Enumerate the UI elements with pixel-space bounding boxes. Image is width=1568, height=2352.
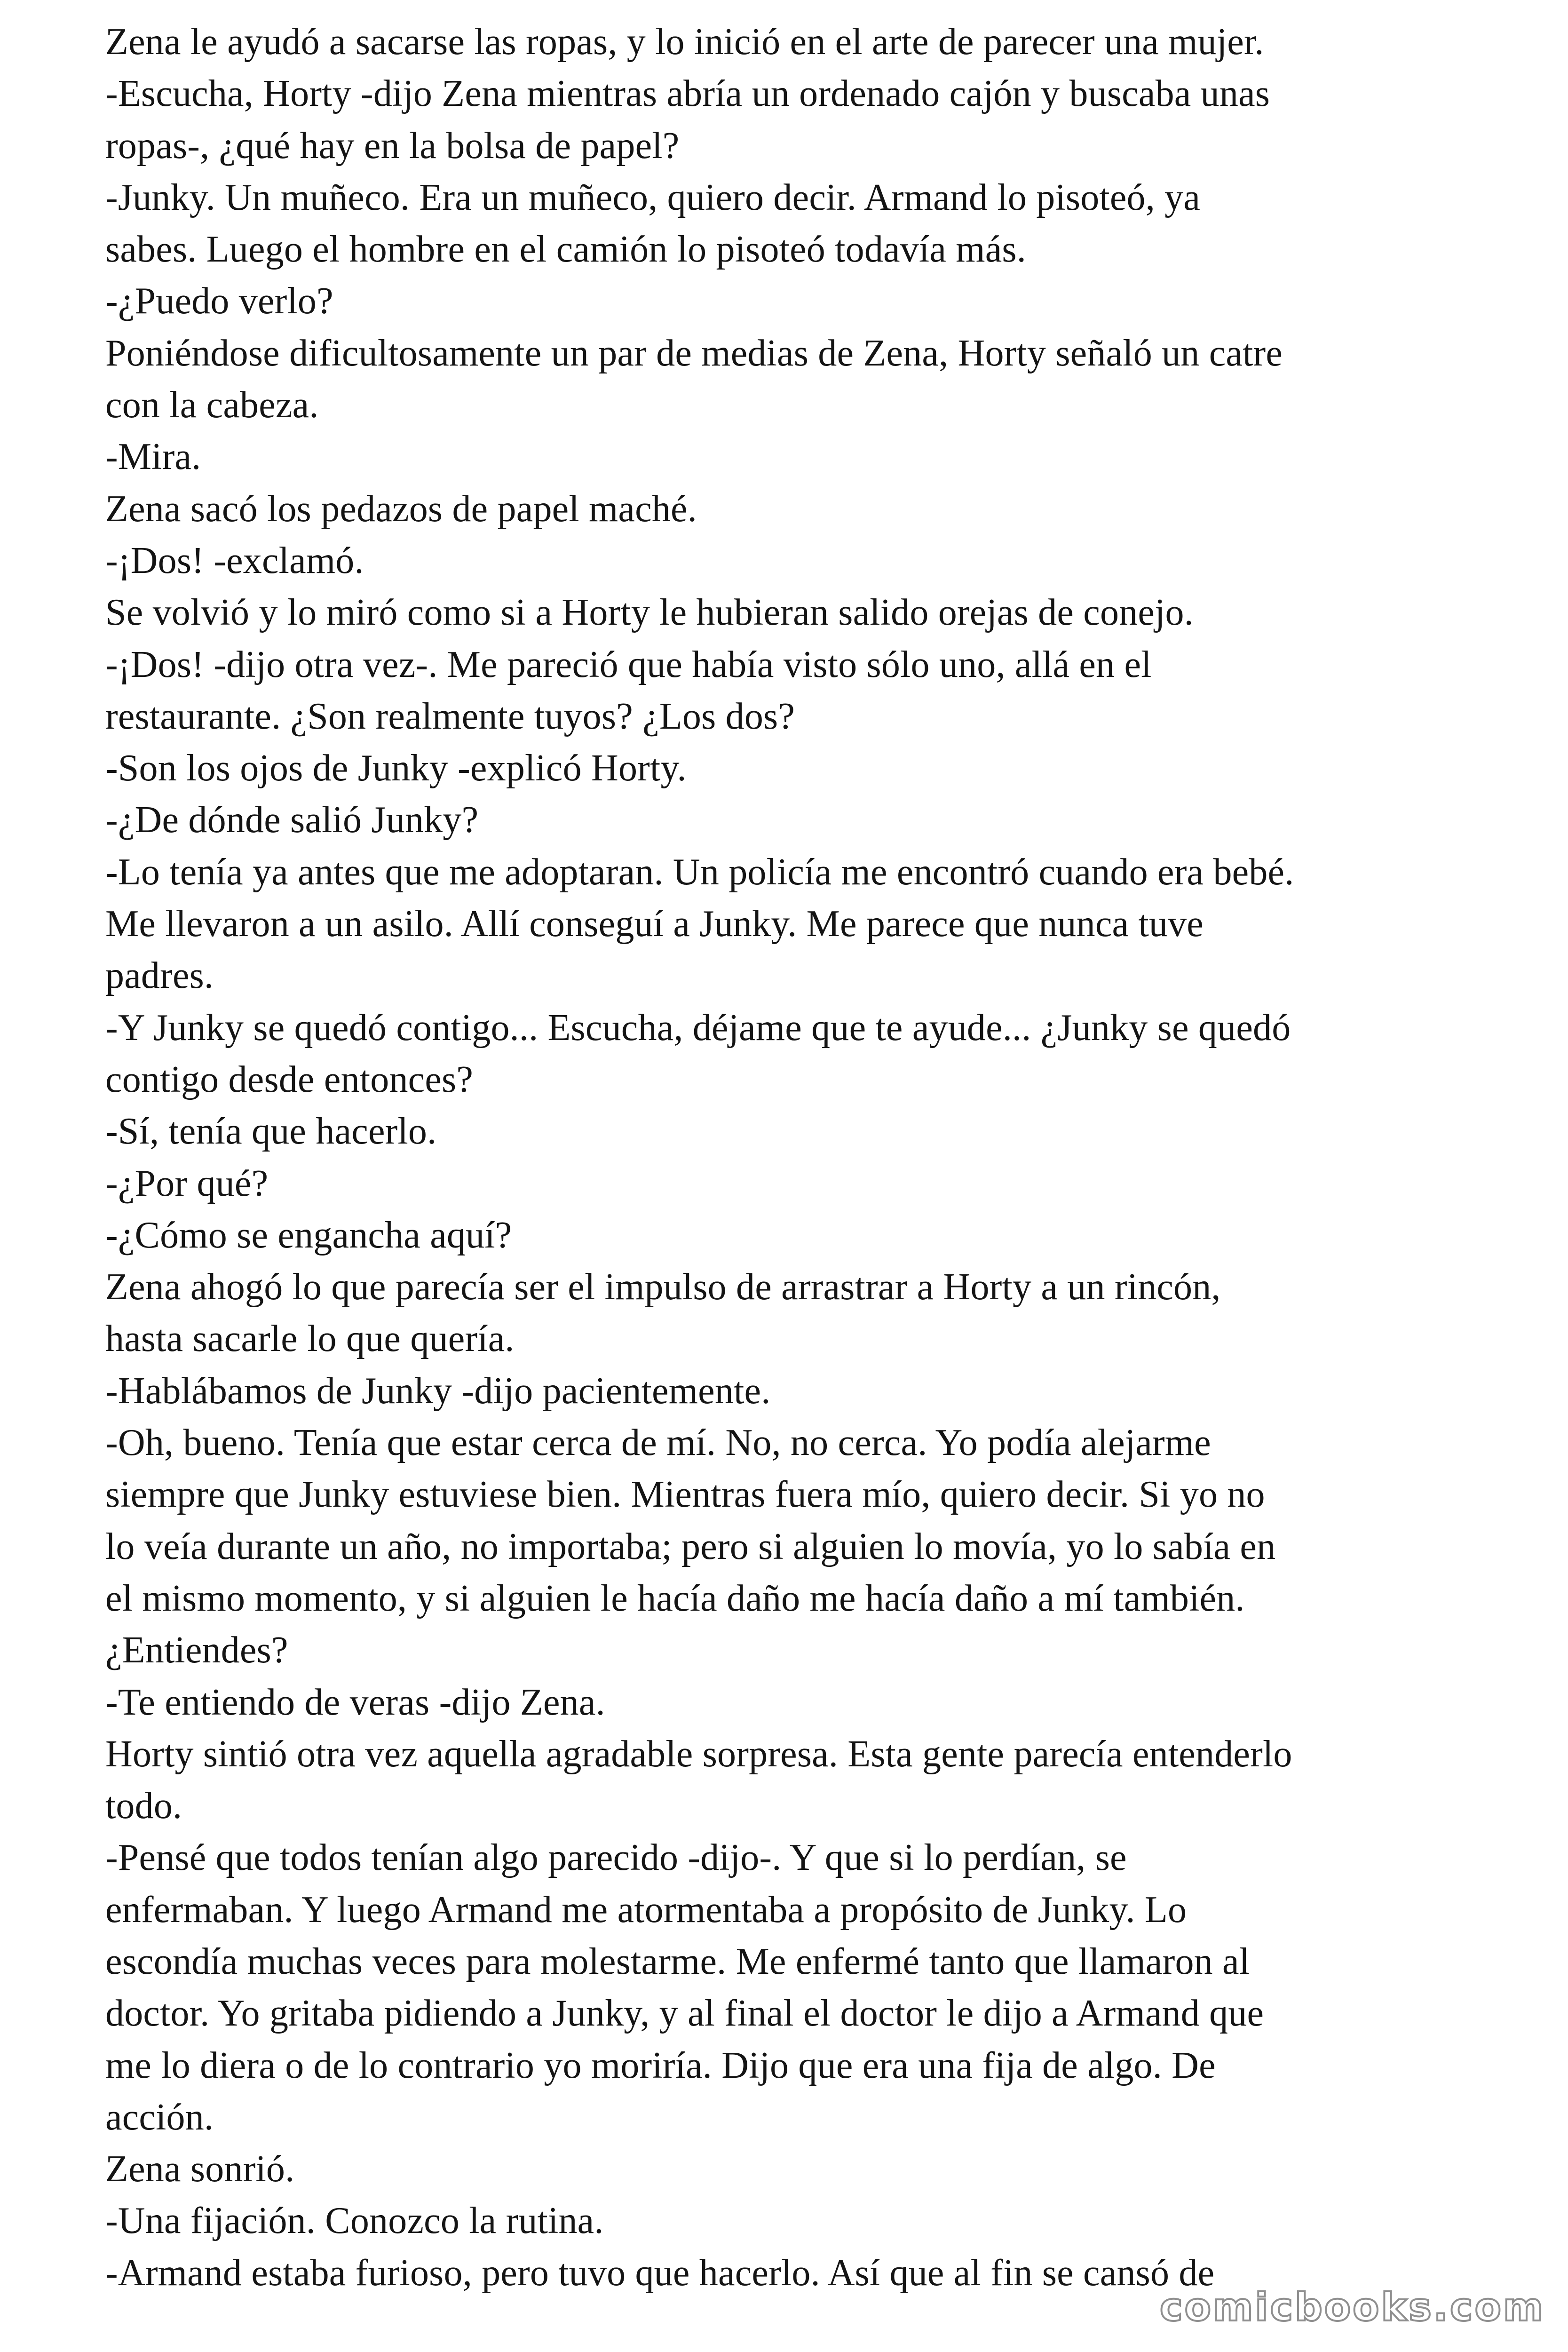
text-line: -Una fijación. Conozco la rutina. <box>105 2200 604 2242</box>
text-line: el mismo momento, y si alguien le hacía daño me hacía daño a mí también. <box>105 1577 1245 1619</box>
text-line: Se volvió y lo miró como si a Horty le hubieran salido orejas de conejo. <box>105 592 1194 634</box>
text-line: Poniéndose dificultosamente un par de medias de Zena, Horty señaló un catre <box>105 332 1283 374</box>
text-line: -Lo tenía ya antes que me adoptaran. Un policía me encontró cuando era bebé. <box>105 851 1294 893</box>
text-line: -¿Cómo se engancha aquí? <box>105 1214 512 1256</box>
text-line: acción. <box>105 2096 214 2138</box>
text-line: -Sí, tenía que hacerlo. <box>105 1111 437 1152</box>
text-line: -Son los ojos de Junky -explicó Horty. <box>105 747 687 789</box>
text-line: con la cabeza. <box>105 384 319 426</box>
text-line: ropas-, ¿qué hay en la bolsa de papel? <box>105 125 680 167</box>
text-line: Zena sonrió. <box>105 2148 295 2190</box>
text-line: -Oh, bueno. Tenía que estar cerca de mí. No, no cerca. Yo podía alejarme <box>105 1422 1211 1464</box>
text-line: Horty sintió otra vez aquella agradable sorpresa. Esta gente parecía entenderlo <box>105 1733 1292 1775</box>
text-line: escondía muchas veces para molestarme. Me enfermé tanto que llamaron al <box>105 1940 1250 1982</box>
text-line: restaurante. ¿Son realmente tuyos? ¿Los dos? <box>105 695 795 737</box>
text-line: -¡Dos! -exclamó. <box>105 540 364 581</box>
text-line: Zena le ayudó a sacarse las ropas, y lo inició en el arte de parecer una mujer. <box>105 21 1264 63</box>
text-line: sabes. Luego el hombre en el camión lo pisoteó todavía más. <box>105 229 1026 270</box>
text-line: hasta sacarle lo que quería. <box>105 1318 515 1360</box>
text-line: ¿Entiendes? <box>105 1629 288 1671</box>
text-line: -¡Dos! -dijo otra vez-. Me pareció que había visto sólo uno, allá en el <box>105 644 1152 685</box>
text-line: lo veía durante un año, no importaba; pero si alguien lo movía, yo lo sabía en <box>105 1526 1276 1567</box>
text-line: siempre que Junky estuviese bien. Mientras fuera mío, quiero decir. Si yo no <box>105 1474 1265 1516</box>
text-line: -Hablábamos de Junky -dijo pacientemente. <box>105 1370 771 1412</box>
text-line: todo. <box>105 1785 182 1827</box>
text-line: enfermaban. Y luego Armand me atormentaba a propósito de Junky. Lo <box>105 1889 1187 1931</box>
text-line: -¿Puedo verlo? <box>105 280 333 322</box>
text-line: -Te entiendo de veras -dijo Zena. <box>105 1681 605 1723</box>
text-line: me lo diera o de lo contrario yo moriría. Dijo que era una fija de algo. De <box>105 2044 1216 2086</box>
text-line: Zena sacó los pedazos de papel maché. <box>105 488 697 530</box>
text-line: contigo desde entonces? <box>105 1058 474 1100</box>
watermark: comicbooks.com <box>1160 2285 1545 2330</box>
text-line: -Mira. <box>105 436 201 478</box>
text-line: -¿Por qué? <box>105 1162 269 1204</box>
text-line: Me llevaron a un asilo. Allí conseguí a Junky. Me parece que nunca tuve <box>105 903 1204 945</box>
text-line: padres. <box>105 955 214 997</box>
text-line: doctor. Yo gritaba pidiendo a Junky, y al final el doctor le dijo a Armand que <box>105 1993 1264 2034</box>
text-line: Zena ahogó lo que parecía ser el impulso de arrastrar a Horty a un rincón, <box>105 1266 1221 1308</box>
text-line: -Pensé que todos tenían algo parecido -dijo-. Y que si lo perdían, se <box>105 1837 1127 1879</box>
text-line: -¿De dónde salió Junky? <box>105 799 479 841</box>
text-line: -Y Junky se quedó contigo... Escucha, déjame que te ayude... ¿Junky se quedó <box>105 1007 1291 1049</box>
document-page <box>105 16 1488 2299</box>
text-line: -Junky. Un muñeco. Era un muñeco, quiero decir. Armand lo pisoteó, ya <box>105 176 1201 218</box>
text-line: -Escucha, Horty -dijo Zena mientras abría un ordenado cajón y buscaba unas <box>105 73 1270 115</box>
text-line: -Armand estaba furioso, pero tuvo que hacerlo. Así que al fin se cansó de <box>105 2252 1215 2294</box>
